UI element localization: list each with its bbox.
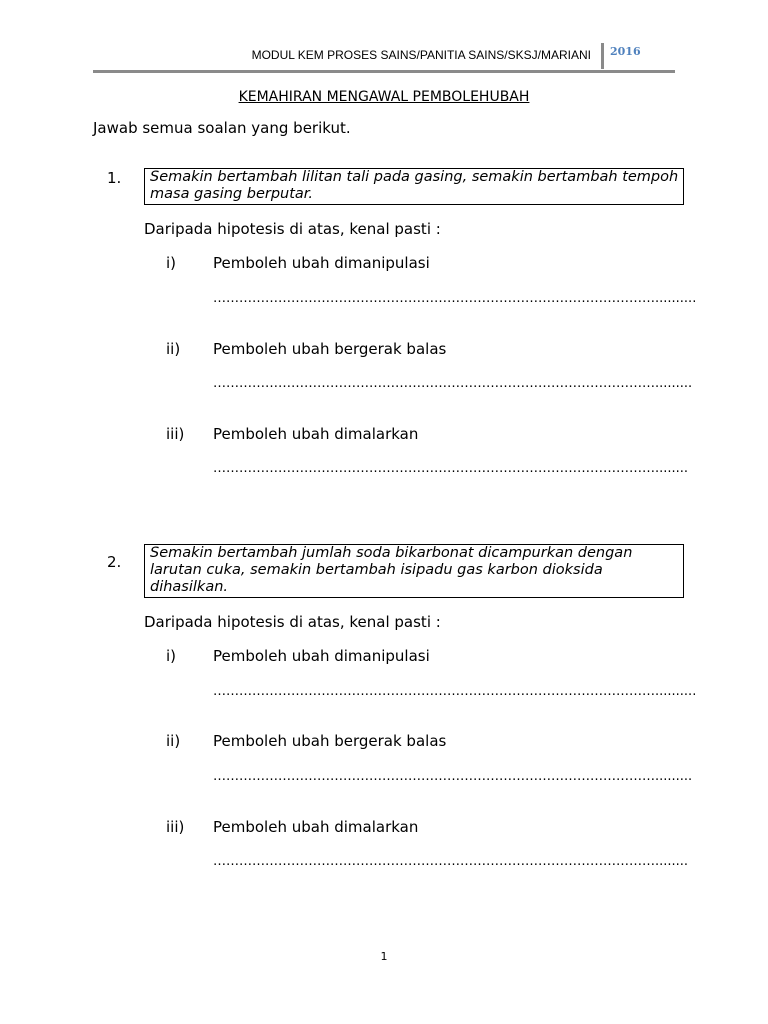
question-1-number: 1.	[107, 169, 122, 187]
q1-part-ii-answer-line[interactable]: ………………………………………………………………………………………….........	[213, 376, 693, 391]
q1-part-iii-roman: iii)	[166, 425, 185, 443]
q1-part-ii-label: Pemboleh ubah bergerak balas	[213, 340, 447, 358]
q2-part-ii-label: Pemboleh ubah bergerak balas	[213, 732, 447, 750]
q1-part-ii-roman: ii)	[166, 340, 181, 358]
question-2-hypothesis: Semakin bertambah jumlah soda bikarbonat dicampurkan dengan larutan cuka, semakin bertambah isipadu gas karbon dioksida dihasilkan.	[144, 544, 684, 598]
q1-part-i-roman: i)	[166, 254, 177, 272]
q2-part-iii-label: Pemboleh ubah dimalarkan	[213, 818, 419, 836]
page-number: 1	[380, 950, 388, 963]
header-divider	[601, 43, 604, 69]
q2-part-iii-roman: iii)	[166, 818, 185, 836]
q1-part-iii-label: Pemboleh ubah dimalarkan	[213, 425, 419, 443]
q2-part-i-roman: i)	[166, 647, 177, 665]
question-2-prompt: Daripada hipotesis di atas, kenal pasti :	[144, 613, 441, 631]
q1-part-i-label: Pemboleh ubah dimanipulasi	[213, 254, 430, 272]
question-1-prompt: Daripada hipotesis di atas, kenal pasti :	[144, 220, 441, 238]
q2-part-i-label: Pemboleh ubah dimanipulasi	[213, 647, 430, 665]
header-year: 2016	[610, 45, 641, 58]
q2-part-i-answer-line[interactable]: …………………………………………………………………………………………..........	[213, 684, 697, 699]
question-2-number: 2.	[107, 553, 122, 571]
q1-part-iii-answer-line[interactable]: …………………………………………………………………………………………........	[213, 461, 689, 476]
q2-part-ii-roman: ii)	[166, 732, 181, 750]
question-1-hypothesis: Semakin bertambah lilitan tali pada gasing, semakin bertambah tempoh masa gasing berputar.	[144, 168, 684, 205]
instruction: Jawab semua soalan yang berikut.	[93, 119, 351, 137]
q2-part-ii-answer-line[interactable]: ………………………………………………………………………………………….........	[213, 769, 693, 784]
header-text: MODUL KEM PROSES SAINS/PANITIA SAINS/SKSJ/MARIANI	[251, 48, 591, 62]
q2-part-iii-answer-line[interactable]: …………………………………………………………………………………………........	[213, 854, 689, 869]
page-title: KEMAHIRAN MENGAWAL PEMBOLEHUBAH	[238, 89, 530, 105]
q1-part-i-answer-line[interactable]: …………………………………………………………………………………………..........	[213, 291, 697, 306]
page-header	[93, 40, 675, 73]
